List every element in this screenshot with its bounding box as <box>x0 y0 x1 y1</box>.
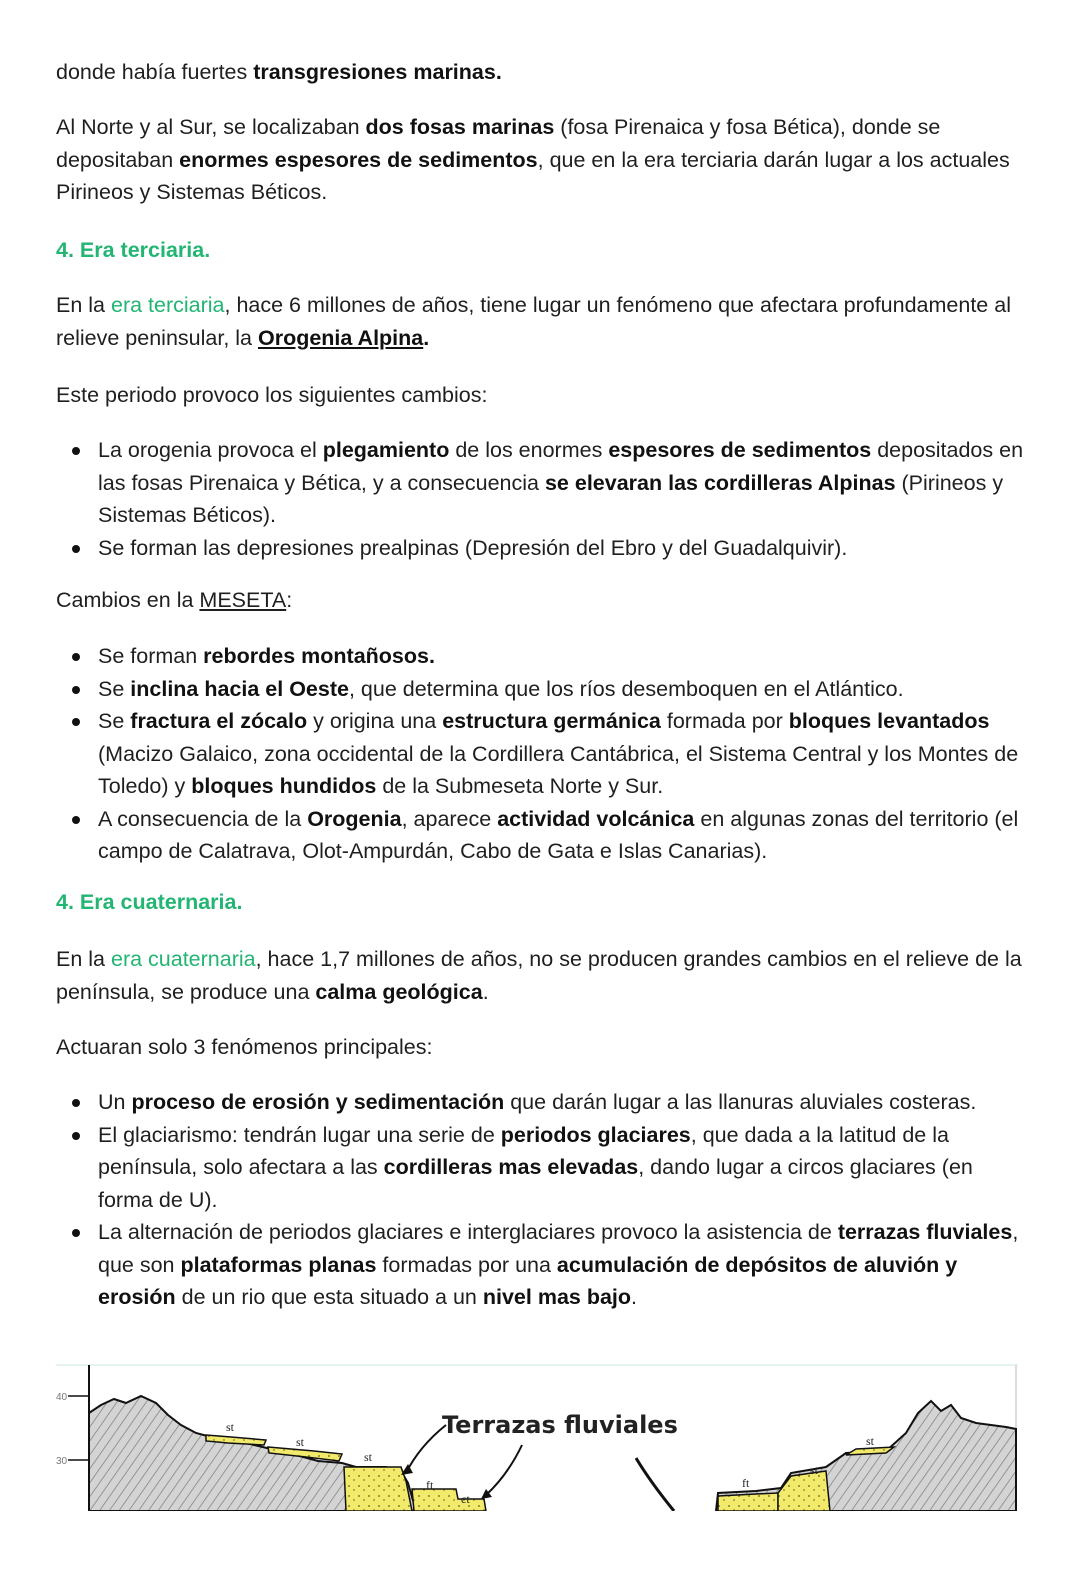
text-run: Al Norte y al Sur, se localizaban <box>56 115 366 139</box>
y-tick-label-30: 30 <box>56 1456 68 1467</box>
text-run: , hace 6 millones de años, tiene lugar un fenómeno que afectara profundamente al relieve peninsular, la <box>56 293 1011 350</box>
list-meseta <box>56 640 1026 868</box>
heading-era-terciaria: 4. Era terciaria. <box>56 238 211 262</box>
text-run: (fosa Pirenaica y fosa Bética), donde se depositaban <box>56 115 941 172</box>
left-terrace-ft <box>412 1489 486 1511</box>
label-ft: ft <box>742 1476 750 1490</box>
y-tick-label-40: 40 <box>56 1392 68 1403</box>
diagram-title: Terrazas fluviales <box>442 1411 678 1439</box>
label-ft: ft <box>426 1478 434 1492</box>
list-item: Se inclina hacia el Oeste, que determina que los ríos desemboquen en el Atlántico. <box>56 673 1026 706</box>
list-item: A consecuencia de la Orogenia, aparece actividad volcánica en algunas zonas del territorio (el campo de Calatrava, Olot-Ampurdán, Cabo de Gata e Islas Canarias). <box>56 803 1026 868</box>
paragraph-meseta: Cambios en la MESETA: <box>56 588 293 612</box>
left-terrace-lower <box>344 1467 412 1511</box>
bold-run: enormes espesores de sedimentos <box>179 147 538 172</box>
text-run: donde había fuertes <box>56 60 254 84</box>
list-item: La alternación de periodos glaciares e interglaciares provoco la asistencia de terrazas fluviales, que son plataformas planas formadas por una acumulación de depósitos de aluvión y erosión de un rio que esta situado a un nivel mas bajo. <box>56 1216 1026 1314</box>
paragraph-fosas-marinas <box>56 111 1026 209</box>
label-st: st <box>810 1463 819 1477</box>
right-terrace-ft <box>718 1493 778 1511</box>
terrace-arrow-left <box>406 1425 446 1473</box>
list-item: Un proceso de erosión y sedimentación que darán lugar a las llanuras aluviales costeras. <box>56 1086 1026 1119</box>
bold-run: transgresiones marinas. <box>253 60 502 84</box>
bold-run: dos fosas marinas <box>365 115 555 139</box>
list-fenomenos <box>56 1086 1026 1314</box>
valley-line <box>636 1458 674 1511</box>
list-cambios <box>56 434 1026 564</box>
label-st: st <box>866 1434 875 1448</box>
right-terrace-lower <box>778 1471 830 1511</box>
list-item: La orogenia provoca el plegamiento de los enormes espesores de sedimentos depositados en las fosas Pirenaica y Bética, y a consecuencia se elevaran las cordilleras Alpinas (Pirineos y Sistemas Béticos). <box>56 434 1026 532</box>
terrazas-fluviales-diagram <box>56 1363 1018 1511</box>
underlined-term: Orogenia Alpina <box>257 325 424 350</box>
label-st: st <box>226 1420 235 1434</box>
label-ct: ct <box>461 1492 470 1506</box>
green-term: era terciaria <box>110 293 225 317</box>
paragraph-fenomenos-intro: Actuaran solo 3 fenómenos principales: <box>56 1035 433 1059</box>
green-term: era cuaternaria <box>110 947 256 971</box>
paragraph-transgresiones <box>56 56 1026 89</box>
paragraph-cambios-intro: Este periodo provoco los siguientes cambios: <box>56 383 488 407</box>
underlined-term: MESETA <box>199 588 287 612</box>
text-run: En la <box>56 293 111 317</box>
label-st: st <box>364 1450 373 1464</box>
terrace-arrow-left-head <box>401 1464 413 1475</box>
paragraph-calma-geologica: En la era cuaternaria, hace 1,7 millones de años, no se producen grandes cambios en el relieve de la península, se produce una calma geológica. <box>56 947 1022 1004</box>
terrace-arrow-right <box>486 1445 522 1495</box>
list-item: El glaciarismo: tendrán lugar una serie de periodos glaciares, que dada a la latitud de la península, solo afectara a las cordilleras mas elevadas, dando lugar a circos glaciares (en forma de U). <box>56 1119 1026 1217</box>
list-item: Se forman rebordes montañosos. <box>56 640 1026 673</box>
text-run: , que en la era terciaria darán lugar a los actuales Pirineos y Sistemas Béticos. <box>56 147 1010 204</box>
list-item: Se fractura el zócalo y origina una estructura germánica formada por bloques levantados (Macizo Galaico, zona occidental de la Cordillera Cantábrica, el Sistema Central y los Montes de Toledo) y bloques hundidos de la Submeseta Norte y Sur. <box>56 705 1026 803</box>
list-item: Se forman las depresiones prealpinas (Depresión del Ebro y del Guadalquivir). <box>56 532 1026 565</box>
bold-run: . <box>423 325 430 350</box>
heading-era-cuaternaria: 4. Era cuaternaria. <box>56 890 243 914</box>
label-st: st <box>296 1435 305 1449</box>
paragraph-orogenia-alpina <box>56 289 1026 354</box>
